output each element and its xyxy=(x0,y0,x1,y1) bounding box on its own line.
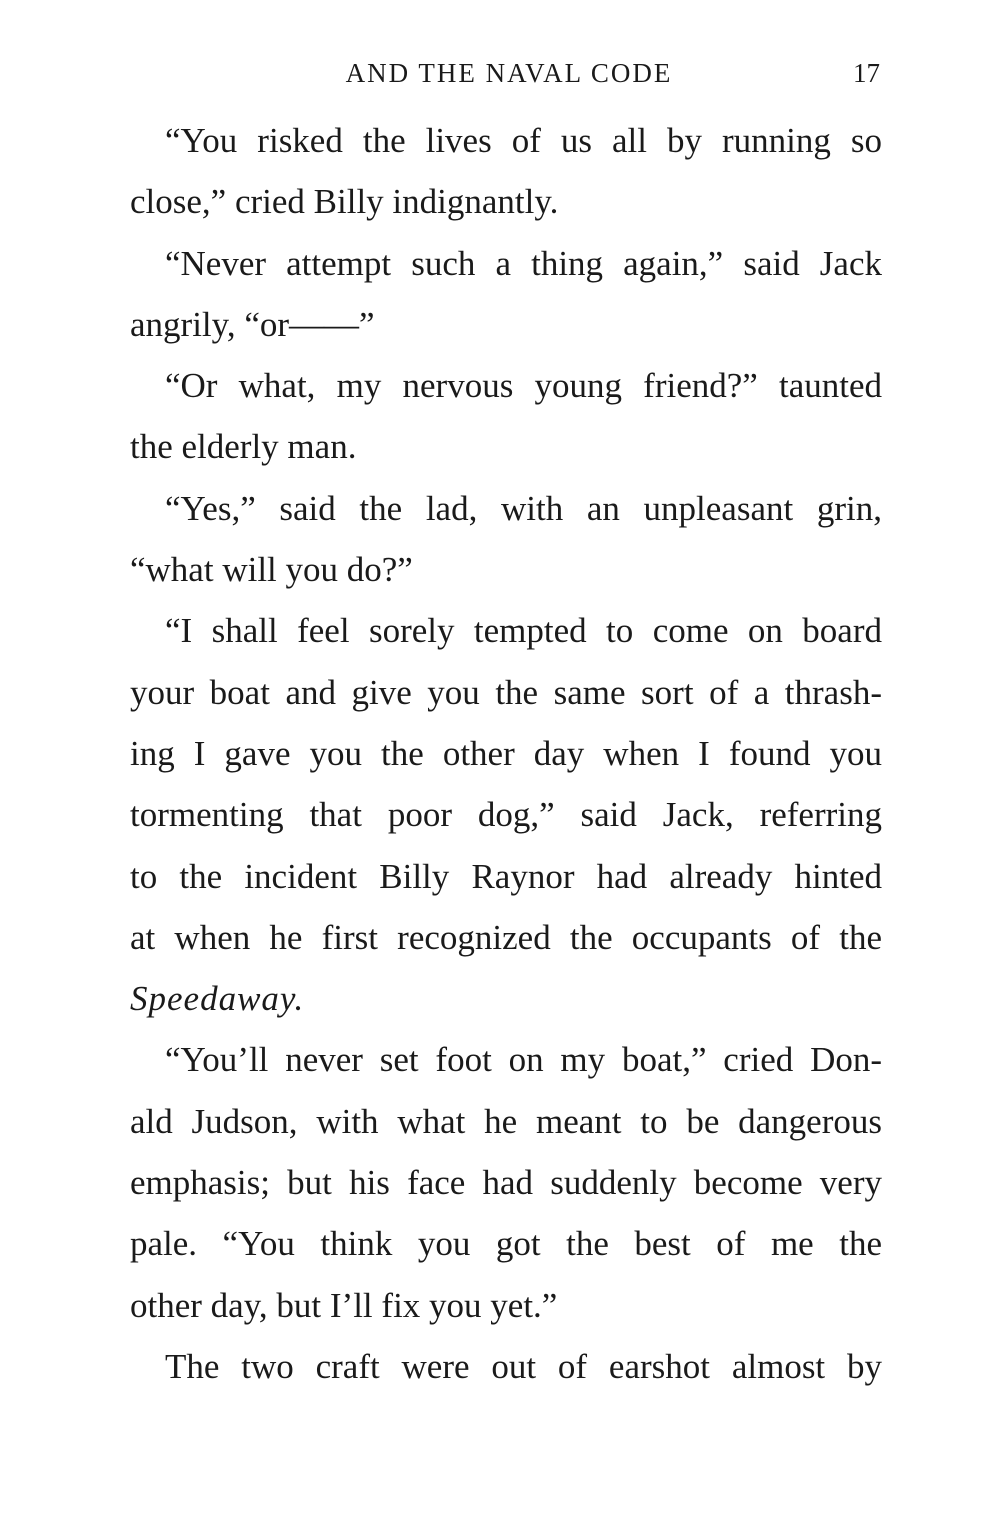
text-line: “Never attempt such a thing again,” said Jack xyxy=(165,243,882,283)
text-line: The two craft were out of earshot almost by xyxy=(165,1346,882,1386)
text-line-italic-title: Speedaway. xyxy=(130,979,305,1019)
text-line: emphasis; but his face had suddenly become very xyxy=(130,1163,882,1203)
running-title: AND THE NAVAL CODE xyxy=(345,58,673,88)
text-line: angrily, “or——” xyxy=(130,304,375,344)
text-line: “what will you do?” xyxy=(130,550,413,590)
text-line: close,” cried Billy indignantly. xyxy=(130,182,559,222)
text-line: “I shall feel sorely tempted to come on board xyxy=(165,611,882,651)
text-line: ing I gave you the other day when I found you xyxy=(130,733,882,773)
text-line: to the incident Billy Raynor had already hinted xyxy=(130,856,882,896)
text-line: the elderly man. xyxy=(130,427,357,467)
text-line: your boat and give you the same sort of a thrash- xyxy=(130,672,882,712)
text-line: other day, but I’ll fix you yet.” xyxy=(130,1285,558,1325)
text-line: pale. “You think you got the best of me the xyxy=(130,1224,882,1264)
text-line: “Yes,” said the lad, with an unpleasant grin, xyxy=(165,488,882,528)
running-header xyxy=(130,58,880,98)
body-text xyxy=(130,110,882,1397)
text-line: “Or what, my nervous young friend?” taunted xyxy=(165,366,882,406)
text-line: at when he first recognized the occupants of the xyxy=(130,917,882,957)
text-line: ald Judson, with what he meant to be dangerous xyxy=(130,1101,882,1141)
page-number: 17 xyxy=(853,58,880,88)
text-line: “You risked the lives of us all by running so xyxy=(165,121,882,160)
text-line: tormenting that poor dog,” said Jack, referring xyxy=(130,795,882,835)
text-line: “You’ll never set foot on my boat,” cried Don- xyxy=(165,1040,882,1080)
